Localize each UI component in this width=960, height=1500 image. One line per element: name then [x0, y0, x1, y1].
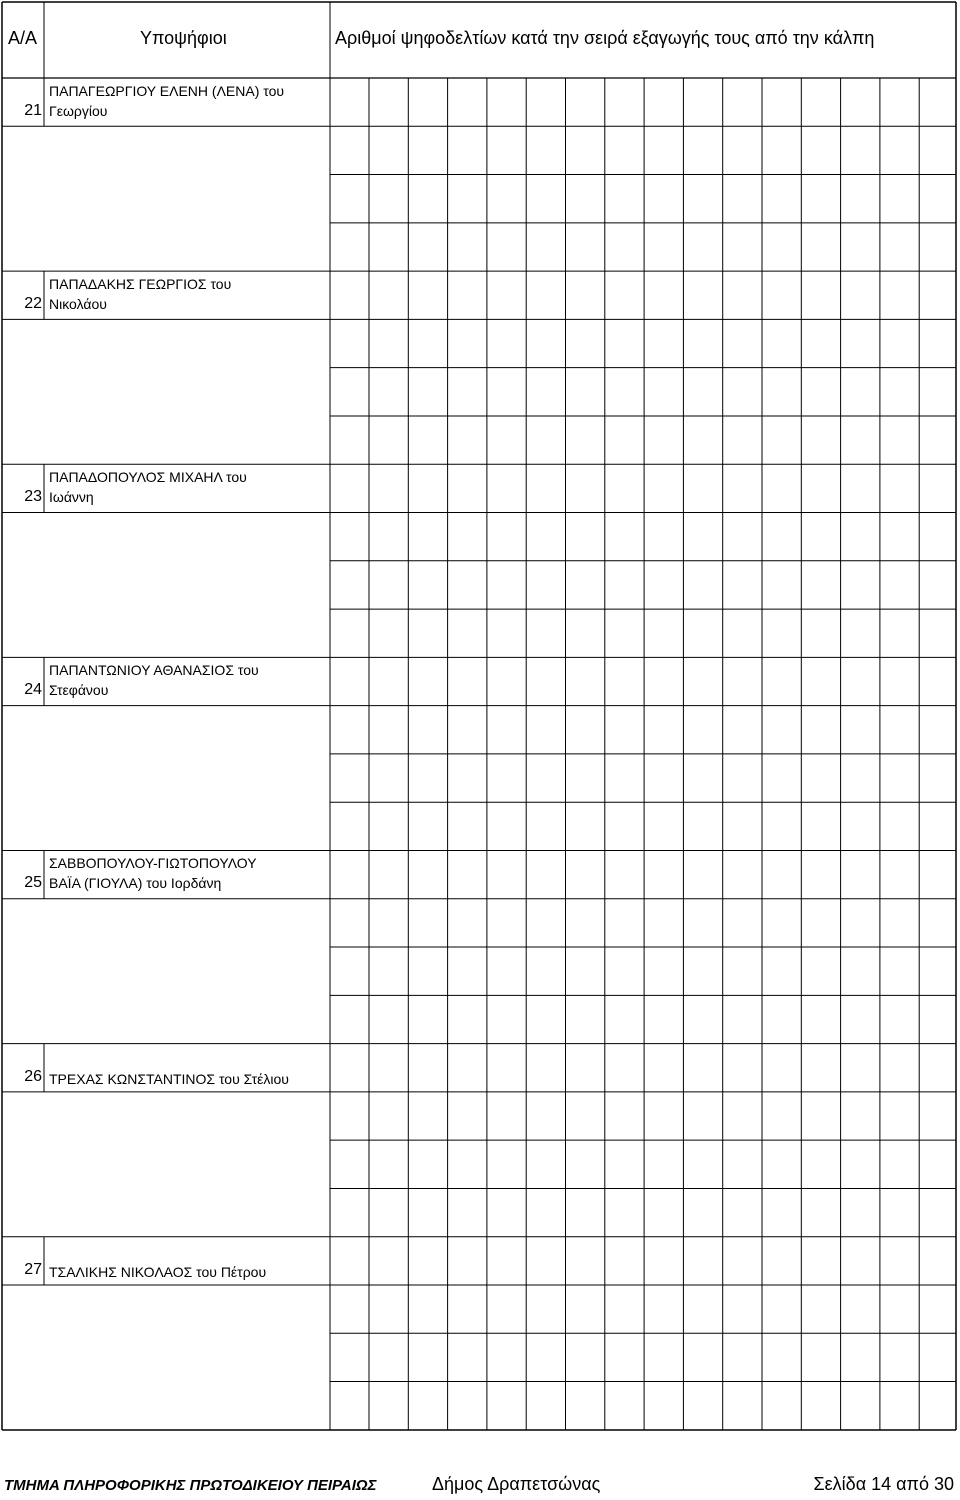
- candidate-name: [49, 274, 231, 314]
- candidate-name: [49, 467, 247, 507]
- candidate-name: [49, 81, 284, 121]
- candidate-name-line2: ΒΑΪΑ (ΓΙΟΥΛΑ) του Ιορδάνη: [49, 875, 222, 892]
- candidate-number: 27: [24, 1260, 42, 1278]
- candidate-name: [49, 853, 257, 893]
- candidate-name-line2: Γεωργίου: [49, 103, 108, 119]
- footer-department: ΤΜΗΜΑ ΠΛΗΡΟΦΟΡΙΚΗΣ ΠΡΩΤΟΔΙΚΕΙΟΥ ΠΕΙΡΑΙΩΣ: [4, 1477, 377, 1494]
- candidate-number: 22: [24, 295, 42, 313]
- candidate-name-line2: Νικολάου: [49, 296, 107, 313]
- candidate-name-line2: Ιωάννη: [49, 489, 94, 506]
- header-aa: Α/Α: [8, 28, 38, 48]
- candidate-name-line1: ΤΣΑΛΙΚΗΣ ΝΙΚΟΛΑΟΣ του Πέτρου: [49, 1263, 267, 1280]
- candidate-number: 25: [24, 874, 42, 892]
- candidate-name-line1: ΣΑΒΒΟΠΟΥΛΟΥ-ΓΙΩΤΟΠΟΥΛΟΥ: [49, 855, 257, 872]
- header-counts: Αριθμοί ψηφοδελτίων κατά την σειρά εξαγωγής τους από την κάλπη: [335, 28, 875, 48]
- footer-municipality: Δήμος Δραπετσώνας: [432, 1474, 601, 1494]
- candidate-name-line1: ΠΑΠΑΓΕΩΡΓΙΟΥ ΕΛΕΝΗ (ΛΕΝΑ) του: [49, 83, 285, 99]
- candidate-name: [49, 1262, 266, 1282]
- candidate-name: [49, 1069, 289, 1089]
- candidate-name-line1: ΠΑΠΑΝΤΩΝΙΟΥ ΑΘΑΝΑΣΙΟΣ του: [49, 662, 259, 679]
- candidate-number: 26: [24, 1067, 42, 1085]
- candidate-name-line1: ΠΑΠΑΔΟΠΟΥΛΟΣ ΜΙΧΑΗΛ του: [49, 469, 247, 486]
- candidate-number: 23: [24, 488, 42, 506]
- footer-page-number: Σελίδα 14 από 30: [813, 1474, 954, 1494]
- candidate-name-line1: ΤΡΕΧΑΣ ΚΩΝΣΤΑΝΤΙΝΟΣ του Στέλιου: [49, 1070, 289, 1087]
- candidate-number: 24: [24, 681, 42, 699]
- candidate-number: 21: [24, 102, 42, 119]
- header-candidates: Υποψήφιοι: [140, 28, 227, 48]
- candidate-name-line1: ΠΑΠΑΔΑΚΗΣ ΓΕΩΡΓΙΟΣ του: [49, 276, 232, 293]
- candidate-name: [49, 660, 259, 700]
- candidate-name-line2: Στεφάνου: [49, 682, 109, 699]
